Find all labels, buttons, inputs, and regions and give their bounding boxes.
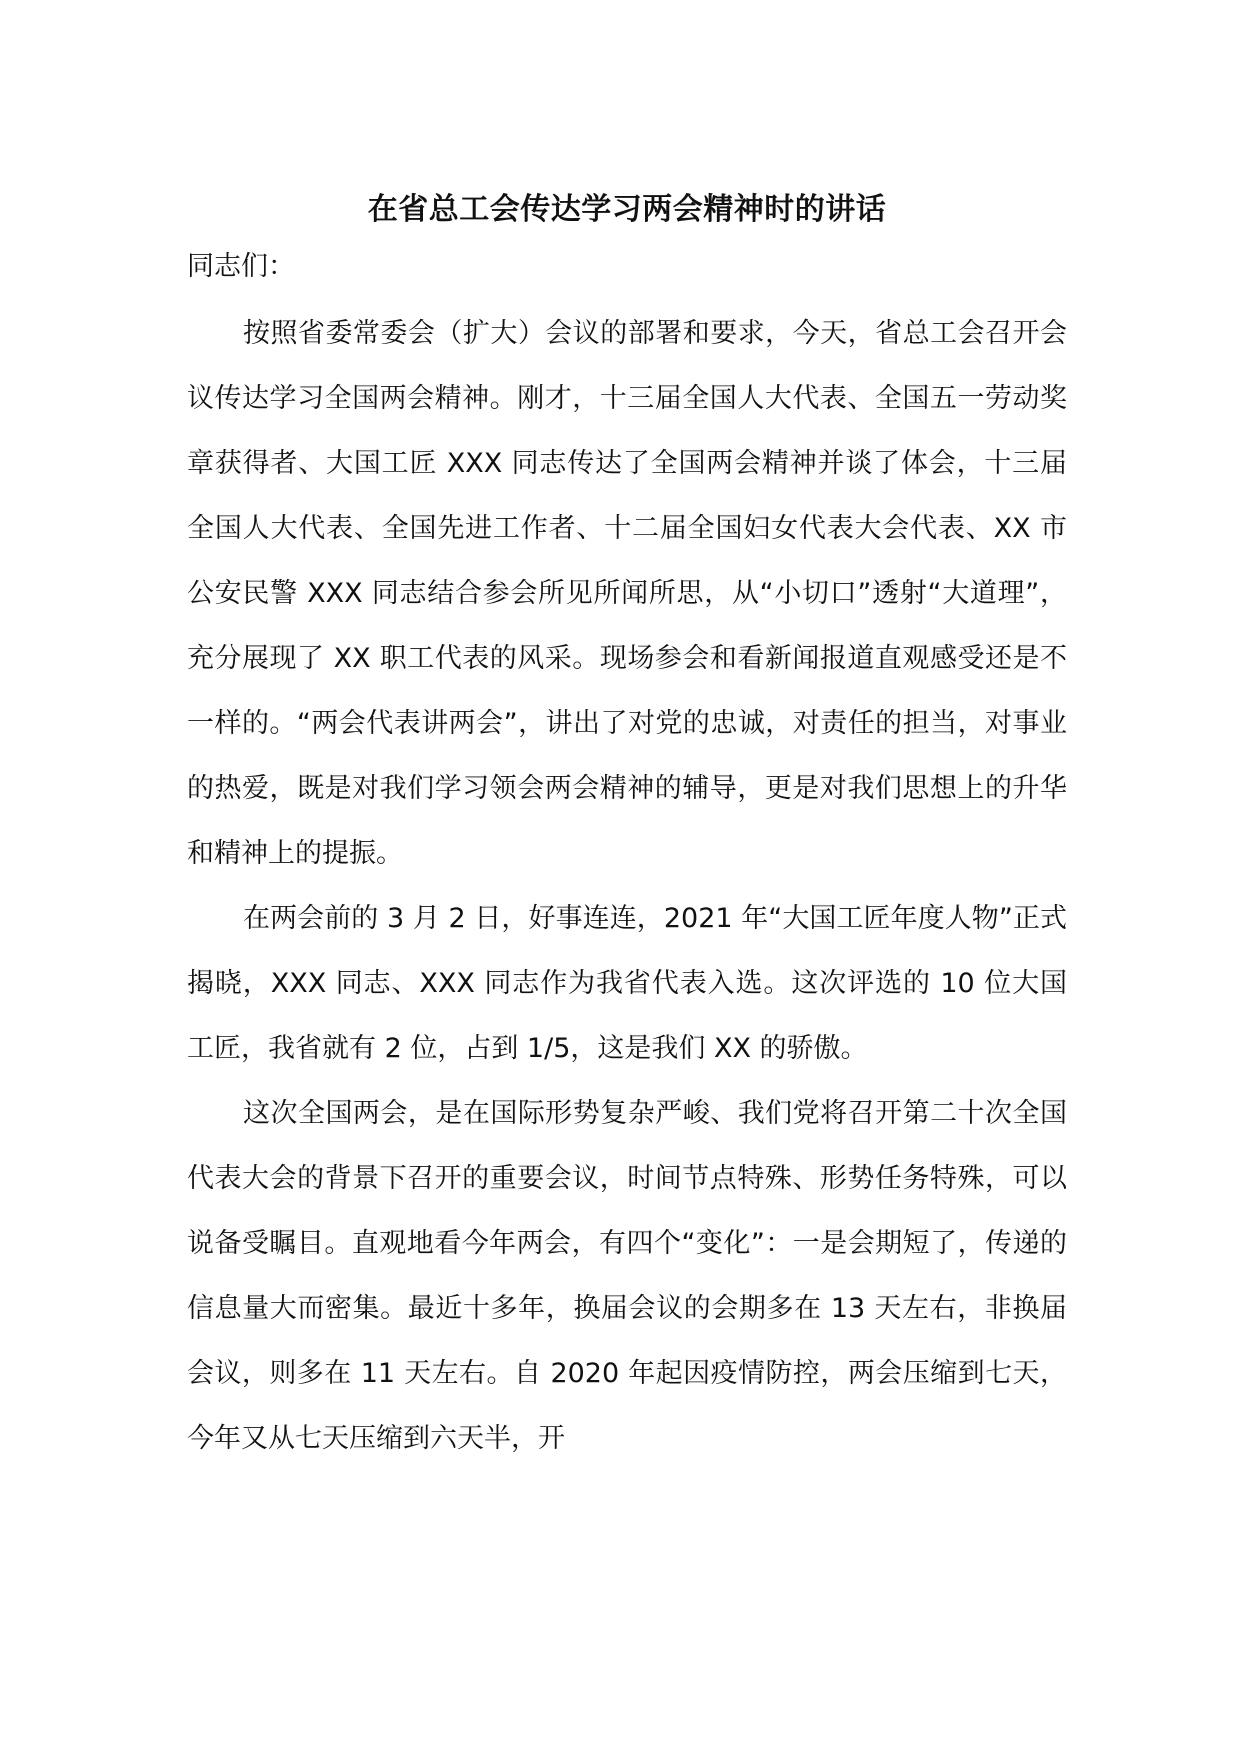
paragraph-3: 这次全国两会，是在国际形势复杂严峻、我们党将召开第二十次全国代表大会的背景下召开的重要会议，时间节点特殊、形势任务特殊，可以说备受瞩目。直观地看今年两会，有四个“变化”：一是会期短了，传递的信息量大而密集。最近十多年，换届会议的会期多在 13 天左右，非换届会议，则多在 11 天左右。自 2020 年起因疫情防控，两会压缩到七天，今年又从七天压缩到六天半，开 xyxy=(187,1098,1067,1454)
document-title: 在省总工会传达学习两会精神时的讲话 xyxy=(367,192,887,227)
paragraph-2: 在两会前的 3 月 2 日，好事连连，2021 年“大国工匠年度人物”正式揭晓，XXX 同志、XXX 同志作为我省代表入选。这次评选的 10 位大国工匠，我省就有 2 位，占到 1/5，这是我们 XX 的骄傲。 xyxy=(187,903,1067,1064)
paragraph-1: 按照省委常委会（扩大）会议的部署和要求，今天，省总工会召开会议传达学习全国两会精神。刚才，十三届全国人大代表、全国五一劳动奖章获得者、大国工匠 XXX 同志传达了全国两会精神并谈了体会，十三届全国人大代表、全国先进工作者、十二届全国妇女代表大会代表、XX 市公安民警 XXX 同志结合参会所见所闻所思，从“小切口”透射“大道理”，充分展现了 XX 职工代表的风采。现场参会和看新闻报道直观感受还是不一样的。“两会代表讲两会”，讲出了对党的忠诚，对责任的担当，对事业的热爱，既是对我们学习领会两会精神的辅导，更是对我们思想上的升华和精神上的提振。 xyxy=(187,318,1067,869)
salutation: 同志们： xyxy=(187,251,295,282)
document-page xyxy=(187,185,1067,1471)
